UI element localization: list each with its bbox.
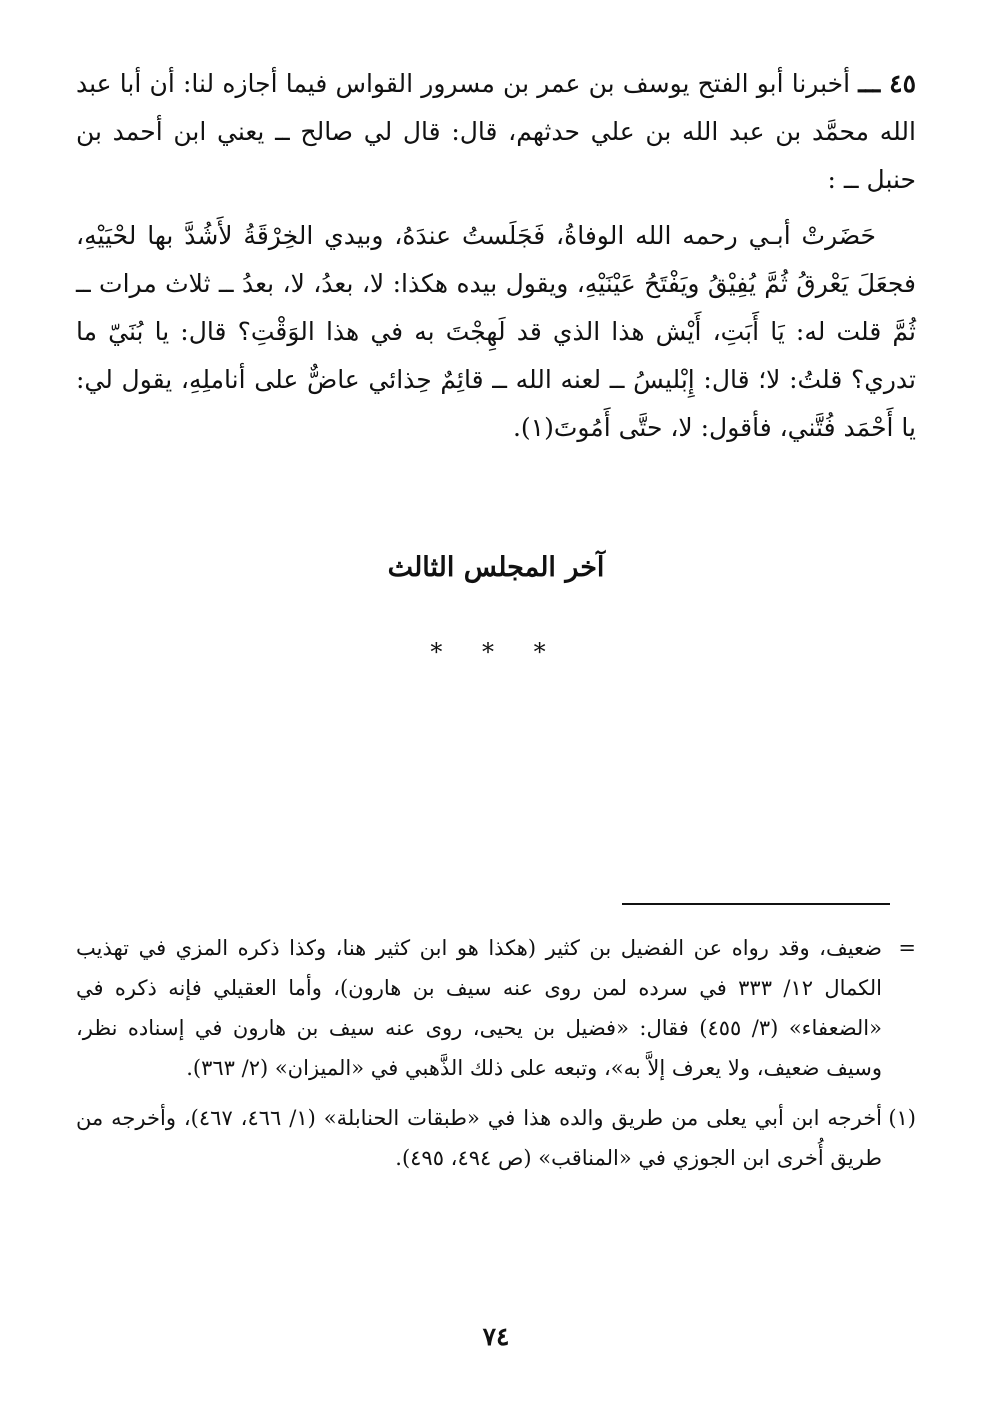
page-number: ٧٤	[482, 1322, 510, 1351]
hadith-number: ٤٥ ـــ	[858, 69, 916, 98]
hadith-isnad: أخبرنا أبو الفتح يوسف بن عمر بن مسرور القواس فيما أجازه لنا: أن أبا عبد الله محمَّد بن عبد الله بن علي حدثهم، قال: قال لي صالح ــ يعني ابن أحمد بن حنبل ــ :	[76, 69, 916, 194]
footnote-mark: (١)	[888, 1106, 916, 1130]
section-separator: * * *	[430, 638, 562, 666]
footnote-text: أخرجه ابن أبي يعلى من طريق والده هذا في «طبقات الحنابلة» (١/ ٤٦٦، ٤٦٧)، وأخرجه من طريق أُخرى ابن الجوزي في «المناقب» (ص ٤٩٤، ٤٩٥).	[76, 1106, 883, 1170]
footnote-1	[76, 1098, 916, 1178]
footnote-text: ضعيف، وقد رواه عن الفضيل بن كثير (هكذا هو ابن كثير هنا، وكذا ذكره المزي في تهذيب الكمال ١٢/ ٣٣٣ في سرده لمن روى عنه سيف بن هارون)، وأما العقيلي فإنه ذكره في «الضعفاء» (٣/ ٤٥٥) فقال: «فضيل بن يحيى، روى عنه سيف بن هارون في إسناده نظر، وسيف ضعيف، ولا يعرف إلاَّ به»، وتبعه على ذلك الذَّهبي في «الميزان» (٢/ ٣٦٣).	[76, 936, 882, 1080]
section-end-heading: آخر المجلس الثالث	[387, 552, 605, 583]
footnote-continuation	[76, 928, 916, 1088]
footnote-mark: =	[898, 936, 916, 960]
footnote-divider	[622, 903, 890, 905]
main-text	[76, 60, 916, 460]
hadith-matn: حَضَرتْ أبـي رحمه الله الوفاةُ، فَجَلَستُ عندَهُ، وبيدي الخِرْقَةُ لأَشُدَّ بها لحْيَيْهِ، فجعَلَ يَعْرقُ ثُمَّ يُفِيْقُ ويَفْتَحُ عَيْنَيْهِ، ويقول بيده هكذا: لا، بعدُ، لا، بعدُ ــ ثلاث مرات ــ ثُمَّ قلت له: يَا أَبَتِ، أَيْش هذا الذي قد لَهِجْتَ به في هذا الوَقْتِ؟ قال: يا بُنَيّ ما تدري؟ قلتُ: لا؛ قال: إِبْليسُ ــ لعنه الله ــ قائِمٌ حِذائي عاضٌّ على أناملِهِ، يقول لي: يا أَحْمَد فُتَّني، فأقول: لا، حتَّى أَمُوتَ(١).	[76, 221, 916, 442]
footnotes	[76, 928, 916, 1188]
hadith-isnad-paragraph	[76, 60, 916, 204]
